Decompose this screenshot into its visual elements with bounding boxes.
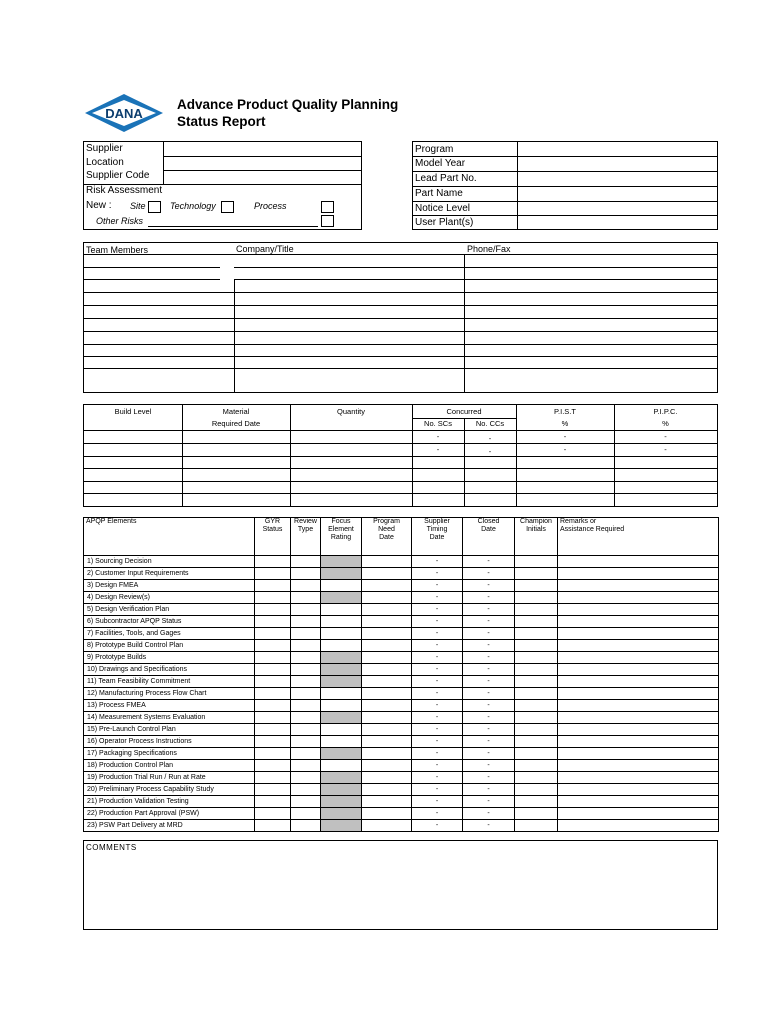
apqp-element-label: 18) Production Control Plan: [84, 760, 255, 772]
part-name-label: Part Name: [415, 188, 463, 199]
apqp-row: [84, 808, 719, 820]
report-subtitle: Status Report: [177, 114, 266, 129]
apqp-cell[interactable]: [291, 724, 321, 736]
apqp-cell[interactable]: [255, 796, 291, 808]
apqp-cell[interactable]: [255, 676, 291, 688]
supplier-timing-cell[interactable]: -: [412, 688, 463, 700]
apqp-cell[interactable]: [291, 640, 321, 652]
apqp-cell[interactable]: [362, 664, 412, 676]
closed-date-cell[interactable]: -: [463, 616, 515, 628]
apqp-cell[interactable]: [515, 568, 558, 580]
report-title: Advance Product Quality Planning: [177, 97, 399, 112]
closed-date-cell[interactable]: -: [463, 664, 515, 676]
apqp-cell[interactable]: [558, 796, 719, 808]
quantity-header: Quantity: [337, 407, 365, 416]
apqp-cell[interactable]: [291, 808, 321, 820]
apqp-elements-header: APQP Elements: [84, 518, 255, 556]
apqp-cell[interactable]: [255, 616, 291, 628]
apqp-cell[interactable]: [255, 604, 291, 616]
dana-logo: [84, 93, 164, 133]
apqp-cell[interactable]: [362, 628, 412, 640]
apqp-cell[interactable]: [515, 772, 558, 784]
closed-date-cell[interactable]: -: [463, 592, 515, 604]
supplier-timing-cell[interactable]: -: [412, 592, 463, 604]
apqp-cell[interactable]: [255, 760, 291, 772]
apqp-cell[interactable]: [291, 676, 321, 688]
apqp-cell[interactable]: [362, 688, 412, 700]
apqp-cell[interactable]: [291, 580, 321, 592]
apqp-cell[interactable]: [515, 784, 558, 796]
focus-rating-cell[interactable]: [321, 604, 362, 616]
apqp-cell[interactable]: [291, 688, 321, 700]
supplier-timing-cell[interactable]: -: [412, 640, 463, 652]
apqp-cell[interactable]: [362, 736, 412, 748]
focus-rating-cell[interactable]: [321, 568, 362, 580]
apqp-cell[interactable]: [558, 808, 719, 820]
apqp-cell[interactable]: [255, 568, 291, 580]
apqp-cell[interactable]: [291, 556, 321, 568]
apqp-cell[interactable]: [558, 700, 719, 712]
apqp-cell[interactable]: [291, 664, 321, 676]
focus-rating-cell[interactable]: [321, 592, 362, 604]
supplier-info-box: [83, 141, 362, 230]
closed-date-cell[interactable]: -: [463, 676, 515, 688]
apqp-row: [84, 556, 719, 568]
apqp-cell[interactable]: [515, 820, 558, 832]
pipc-header: P.I.P.C.: [653, 407, 678, 416]
focus-rating-cell[interactable]: [321, 772, 362, 784]
closed-date-cell[interactable]: -: [463, 736, 515, 748]
build-dash: -: [436, 432, 440, 441]
focus-rating-cell[interactable]: [321, 736, 362, 748]
focus-rating-cell[interactable]: [321, 628, 362, 640]
apqp-element-label: 10) Drawings and Specifications: [84, 664, 255, 676]
apqp-element-label: 9) Prototype Builds: [84, 652, 255, 664]
review-type-header: Review Type: [291, 518, 321, 556]
closed-date-cell[interactable]: -: [463, 628, 515, 640]
apqp-cell[interactable]: [362, 796, 412, 808]
apqp-cell[interactable]: [255, 688, 291, 700]
build-dash: -: [664, 445, 667, 454]
apqp-cell[interactable]: [515, 712, 558, 724]
apqp-cell[interactable]: [558, 652, 719, 664]
apqp-cell[interactable]: [255, 772, 291, 784]
build-level-table: [83, 404, 718, 507]
focus-rating-cell[interactable]: [321, 556, 362, 568]
site-checkbox[interactable]: [148, 201, 161, 213]
apqp-cell[interactable]: [558, 592, 719, 604]
technology-checkbox[interactable]: [221, 201, 234, 213]
technology-label: Technology: [170, 201, 216, 211]
focus-rating-cell[interactable]: [321, 700, 362, 712]
supplier-timing-cell[interactable]: -: [412, 772, 463, 784]
supplier-timing-cell[interactable]: -: [412, 628, 463, 640]
other-risks-label: Other Risks: [96, 216, 144, 226]
apqp-element-label: 17) Packaging Specifications: [84, 748, 255, 760]
apqp-cell[interactable]: [515, 640, 558, 652]
apqp-row: [84, 568, 719, 580]
lead-part-no-label: Lead Part No.: [415, 173, 477, 184]
closed-date-cell[interactable]: -: [463, 652, 515, 664]
apqp-element-label: 2) Customer Input Requirements: [84, 568, 255, 580]
apqp-cell[interactable]: [291, 772, 321, 784]
focus-rating-cell[interactable]: [321, 640, 362, 652]
apqp-cell[interactable]: [255, 784, 291, 796]
apqp-row: [84, 616, 719, 628]
apqp-element-label: 22) Production Part Approval (PSW): [84, 808, 255, 820]
apqp-cell[interactable]: [515, 628, 558, 640]
concurred-header: Concurred: [446, 407, 482, 416]
apqp-element-label: 20) Preliminary Process Capability Study: [84, 784, 255, 796]
closed-date-cell[interactable]: -: [463, 772, 515, 784]
apqp-cell[interactable]: [558, 784, 719, 796]
notice-level-label: Notice Level: [415, 203, 471, 214]
apqp-row: [84, 700, 719, 712]
program-need-date-header: Program Need Date: [362, 518, 412, 556]
closed-date-header: Closed Date: [463, 518, 515, 556]
focus-rating-cell[interactable]: [321, 808, 362, 820]
closed-date-cell[interactable]: -: [463, 568, 515, 580]
process-checkbox[interactable]: [321, 201, 334, 213]
apqp-cell[interactable]: [558, 736, 719, 748]
team-members-table: [83, 242, 718, 393]
apqp-cell[interactable]: [558, 772, 719, 784]
logo-text: DANA: [105, 106, 143, 121]
location-label: Location: [86, 157, 124, 168]
focus-rating-cell[interactable]: [321, 616, 362, 628]
supplier-timing-cell[interactable]: -: [412, 712, 463, 724]
site-label: Site: [130, 201, 146, 211]
supplier-code-label: Supplier Code: [86, 170, 150, 181]
apqp-cell[interactable]: [362, 748, 412, 760]
apqp-cell[interactable]: [291, 796, 321, 808]
apqp-cell[interactable]: [255, 700, 291, 712]
apqp-cell[interactable]: [558, 748, 719, 760]
comments-box[interactable]: [83, 840, 718, 930]
apqp-cell[interactable]: [255, 652, 291, 664]
apqp-cell[interactable]: [362, 556, 412, 568]
apqp-cell[interactable]: [362, 712, 412, 724]
focus-rating-cell[interactable]: [321, 664, 362, 676]
apqp-cell[interactable]: [255, 664, 291, 676]
no-scs-header: No. SCs: [424, 419, 452, 428]
apqp-element-label: 5) Design Verification Plan: [84, 604, 255, 616]
apqp-cell[interactable]: [255, 712, 291, 724]
focus-rating-cell[interactable]: [321, 652, 362, 664]
apqp-cell[interactable]: [291, 784, 321, 796]
supplier-timing-cell[interactable]: -: [412, 796, 463, 808]
apqp-cell[interactable]: [558, 628, 719, 640]
phone-fax-header: Phone/Fax: [467, 244, 511, 254]
apqp-cell[interactable]: [362, 640, 412, 652]
apqp-cell[interactable]: [558, 568, 719, 580]
supplier-timing-cell[interactable]: -: [412, 724, 463, 736]
apqp-cell[interactable]: [362, 784, 412, 796]
apqp-cell[interactable]: [558, 724, 719, 736]
supplier-timing-cell[interactable]: -: [412, 664, 463, 676]
apqp-element-label: 8) Prototype Build Control Plan: [84, 640, 255, 652]
focus-rating-cell[interactable]: [321, 760, 362, 772]
supplier-label: Supplier: [86, 143, 123, 154]
apqp-cell[interactable]: [558, 712, 719, 724]
apqp-cell[interactable]: [515, 736, 558, 748]
apqp-cell[interactable]: [255, 724, 291, 736]
focus-element-rating-header: Focus Element Rating: [321, 518, 362, 556]
supplier-timing-cell[interactable]: -: [412, 808, 463, 820]
apqp-row: [84, 640, 719, 652]
apqp-cell[interactable]: [255, 736, 291, 748]
apqp-header-row: [84, 518, 719, 556]
apqp-cell[interactable]: [291, 712, 321, 724]
apqp-cell[interactable]: [255, 640, 291, 652]
apqp-cell[interactable]: [558, 604, 719, 616]
apqp-cell[interactable]: [291, 592, 321, 604]
closed-date-cell[interactable]: -: [463, 604, 515, 616]
focus-rating-cell[interactable]: [321, 748, 362, 760]
apqp-row: [84, 712, 719, 724]
apqp-cell[interactable]: [515, 580, 558, 592]
build-dash: -: [436, 445, 440, 454]
build-level-header: Build Level: [114, 407, 152, 416]
apqp-cell[interactable]: [291, 604, 321, 616]
company-title-header: Company/Title: [236, 244, 294, 254]
other-risks-checkbox[interactable]: [321, 215, 334, 227]
apqp-row: [84, 736, 719, 748]
apqp-element-label: 14) Measurement Systems Evaluation: [84, 712, 255, 724]
focus-rating-cell[interactable]: [321, 688, 362, 700]
supplier-timing-date-header: Supplier Timing Date: [412, 518, 463, 556]
apqp-cell[interactable]: [291, 628, 321, 640]
closed-date-cell[interactable]: -: [463, 784, 515, 796]
closed-date-cell[interactable]: -: [463, 580, 515, 592]
build-dash: -: [664, 432, 667, 441]
closed-date-cell[interactable]: -: [463, 820, 515, 832]
model-year-label: Model Year: [415, 158, 466, 169]
build-dash: -: [488, 447, 492, 456]
closed-date-cell[interactable]: -: [463, 712, 515, 724]
apqp-cell[interactable]: [515, 676, 558, 688]
pipc-percent: %: [662, 419, 669, 428]
remarks-header: Remarks or Assistance Required: [558, 518, 719, 556]
build-dash: -: [563, 445, 567, 454]
apqp-cell[interactable]: [291, 736, 321, 748]
apqp-element-label: 19) Production Trial Run / Run at Rate: [84, 772, 255, 784]
apqp-element-label: 21) Production Validation Testing: [84, 796, 255, 808]
closed-date-cell[interactable]: -: [463, 796, 515, 808]
apqp-cell[interactable]: [362, 772, 412, 784]
apqp-cell[interactable]: [362, 808, 412, 820]
apqp-row: [84, 676, 719, 688]
supplier-timing-cell[interactable]: -: [412, 820, 463, 832]
closed-date-cell[interactable]: -: [463, 808, 515, 820]
focus-rating-cell[interactable]: [321, 712, 362, 724]
apqp-cell[interactable]: [515, 700, 558, 712]
build-dash: -: [488, 434, 492, 443]
supplier-timing-cell[interactable]: -: [412, 760, 463, 772]
apqp-cell[interactable]: [362, 760, 412, 772]
material-header: Material: [222, 407, 250, 416]
supplier-timing-cell[interactable]: -: [412, 604, 463, 616]
apqp-cell[interactable]: [255, 592, 291, 604]
supplier-timing-cell[interactable]: -: [412, 784, 463, 796]
apqp-element-label: 15) Pre-Launch Control Plan: [84, 724, 255, 736]
supplier-timing-cell[interactable]: -: [412, 580, 463, 592]
apqp-cell[interactable]: [558, 688, 719, 700]
apqp-cell[interactable]: [362, 592, 412, 604]
no-ccs-header: No. CCs: [475, 419, 505, 428]
apqp-elements-table: [83, 517, 719, 832]
apqp-cell[interactable]: [558, 760, 719, 772]
apqp-cell[interactable]: [362, 568, 412, 580]
apqp-element-label: 4) Design Review(s): [84, 592, 255, 604]
focus-rating-cell[interactable]: [321, 796, 362, 808]
supplier-timing-cell[interactable]: -: [412, 700, 463, 712]
focus-rating-cell[interactable]: [321, 784, 362, 796]
pist-percent: %: [561, 419, 569, 428]
apqp-cell[interactable]: [255, 808, 291, 820]
apqp-cell[interactable]: [515, 604, 558, 616]
apqp-element-label: 6) Subcontractor APQP Status: [84, 616, 255, 628]
apqp-row: [84, 760, 719, 772]
apqp-cell[interactable]: [255, 556, 291, 568]
apqp-cell[interactable]: [558, 616, 719, 628]
apqp-element-label: 3) Design FMEA: [84, 580, 255, 592]
apqp-cell[interactable]: [362, 724, 412, 736]
apqp-cell[interactable]: [515, 664, 558, 676]
apqp-row: [84, 688, 719, 700]
supplier-timing-cell[interactable]: -: [412, 652, 463, 664]
closed-date-cell[interactable]: -: [463, 760, 515, 772]
apqp-cell[interactable]: [515, 760, 558, 772]
apqp-cell[interactable]: [291, 652, 321, 664]
apqp-cell[interactable]: [255, 748, 291, 760]
focus-rating-cell[interactable]: [321, 724, 362, 736]
supplier-timing-cell[interactable]: -: [412, 556, 463, 568]
apqp-cell[interactable]: [515, 616, 558, 628]
apqp-cell[interactable]: [558, 820, 719, 832]
apqp-cell[interactable]: [362, 604, 412, 616]
apqp-cell[interactable]: [362, 700, 412, 712]
apqp-cell[interactable]: [515, 724, 558, 736]
apqp-element-label: 23) PSW Part Delivery at MRD: [84, 820, 255, 832]
apqp-cell[interactable]: [515, 748, 558, 760]
closed-date-cell[interactable]: -: [463, 640, 515, 652]
risk-assessment-label: Risk Assessment: [86, 185, 163, 196]
team-members-header: Team Members: [86, 245, 149, 255]
gyr-status-header: GYR Status: [255, 518, 291, 556]
apqp-cell[interactable]: [515, 808, 558, 820]
comments-label: COMMENTS: [86, 843, 137, 852]
champion-initials-header: Champion Initials: [515, 518, 558, 556]
apqp-cell[interactable]: [558, 664, 719, 676]
apqp-cell[interactable]: [255, 628, 291, 640]
apqp-row: [84, 784, 719, 796]
closed-date-cell[interactable]: -: [463, 700, 515, 712]
apqp-cell[interactable]: [291, 568, 321, 580]
apqp-cell[interactable]: [291, 748, 321, 760]
apqp-element-label: 7) Facilities, Tools, and Gages: [84, 628, 255, 640]
apqp-row: [84, 664, 719, 676]
apqp-element-label: 1) Sourcing Decision: [84, 556, 255, 568]
apqp-cell[interactable]: [558, 640, 719, 652]
apqp-cell[interactable]: [362, 580, 412, 592]
program-label: Program: [415, 144, 454, 155]
closed-date-cell[interactable]: -: [463, 748, 515, 760]
apqp-row: [84, 652, 719, 664]
apqp-cell[interactable]: [255, 820, 291, 832]
apqp-cell[interactable]: [515, 688, 558, 700]
apqp-row: [84, 580, 719, 592]
apqp-element-label: 13) Process FMEA: [84, 700, 255, 712]
apqp-cell[interactable]: [558, 556, 719, 568]
closed-date-cell[interactable]: -: [463, 556, 515, 568]
focus-rating-cell[interactable]: [321, 820, 362, 832]
apqp-element-label: 11) Team Feasibility Commitment: [84, 676, 255, 688]
apqp-row: [84, 724, 719, 736]
apqp-cell[interactable]: [362, 616, 412, 628]
apqp-element-label: 12) Manufacturing Process Flow Chart: [84, 688, 255, 700]
pist-header: P.I.S.T: [554, 407, 576, 416]
apqp-row: [84, 820, 719, 832]
apqp-cell[interactable]: [291, 760, 321, 772]
apqp-cell[interactable]: [558, 676, 719, 688]
apqp-cell[interactable]: [291, 616, 321, 628]
closed-date-cell[interactable]: -: [463, 688, 515, 700]
apqp-row: [84, 748, 719, 760]
new-label: New :: [86, 200, 112, 211]
apqp-row: [84, 604, 719, 616]
apqp-row: [84, 592, 719, 604]
required-date-header: Required Date: [211, 419, 261, 428]
apqp-cell[interactable]: [515, 592, 558, 604]
apqp-cell[interactable]: [362, 652, 412, 664]
apqp-cell[interactable]: [515, 556, 558, 568]
apqp-cell[interactable]: [362, 676, 412, 688]
apqp-row: [84, 628, 719, 640]
apqp-cell[interactable]: [558, 580, 719, 592]
closed-date-cell[interactable]: -: [463, 724, 515, 736]
apqp-cell[interactable]: [255, 580, 291, 592]
supplier-timing-cell[interactable]: -: [412, 568, 463, 580]
user-plants-label: User Plant(s): [415, 217, 474, 228]
supplier-timing-cell[interactable]: -: [412, 748, 463, 760]
apqp-cell[interactable]: [291, 820, 321, 832]
focus-rating-cell[interactable]: [321, 580, 362, 592]
supplier-timing-cell[interactable]: -: [412, 736, 463, 748]
apqp-row: [84, 772, 719, 784]
apqp-row: [84, 796, 719, 808]
program-info-box: [412, 141, 718, 230]
process-label: Process: [254, 201, 287, 211]
supplier-timing-cell[interactable]: -: [412, 616, 463, 628]
supplier-timing-cell[interactable]: -: [412, 676, 463, 688]
build-dash: -: [563, 432, 567, 441]
apqp-cell[interactable]: [515, 652, 558, 664]
apqp-cell[interactable]: [362, 820, 412, 832]
apqp-cell[interactable]: [291, 700, 321, 712]
apqp-element-label: 16) Operator Process Instructions: [84, 736, 255, 748]
apqp-cell[interactable]: [515, 796, 558, 808]
focus-rating-cell[interactable]: [321, 676, 362, 688]
